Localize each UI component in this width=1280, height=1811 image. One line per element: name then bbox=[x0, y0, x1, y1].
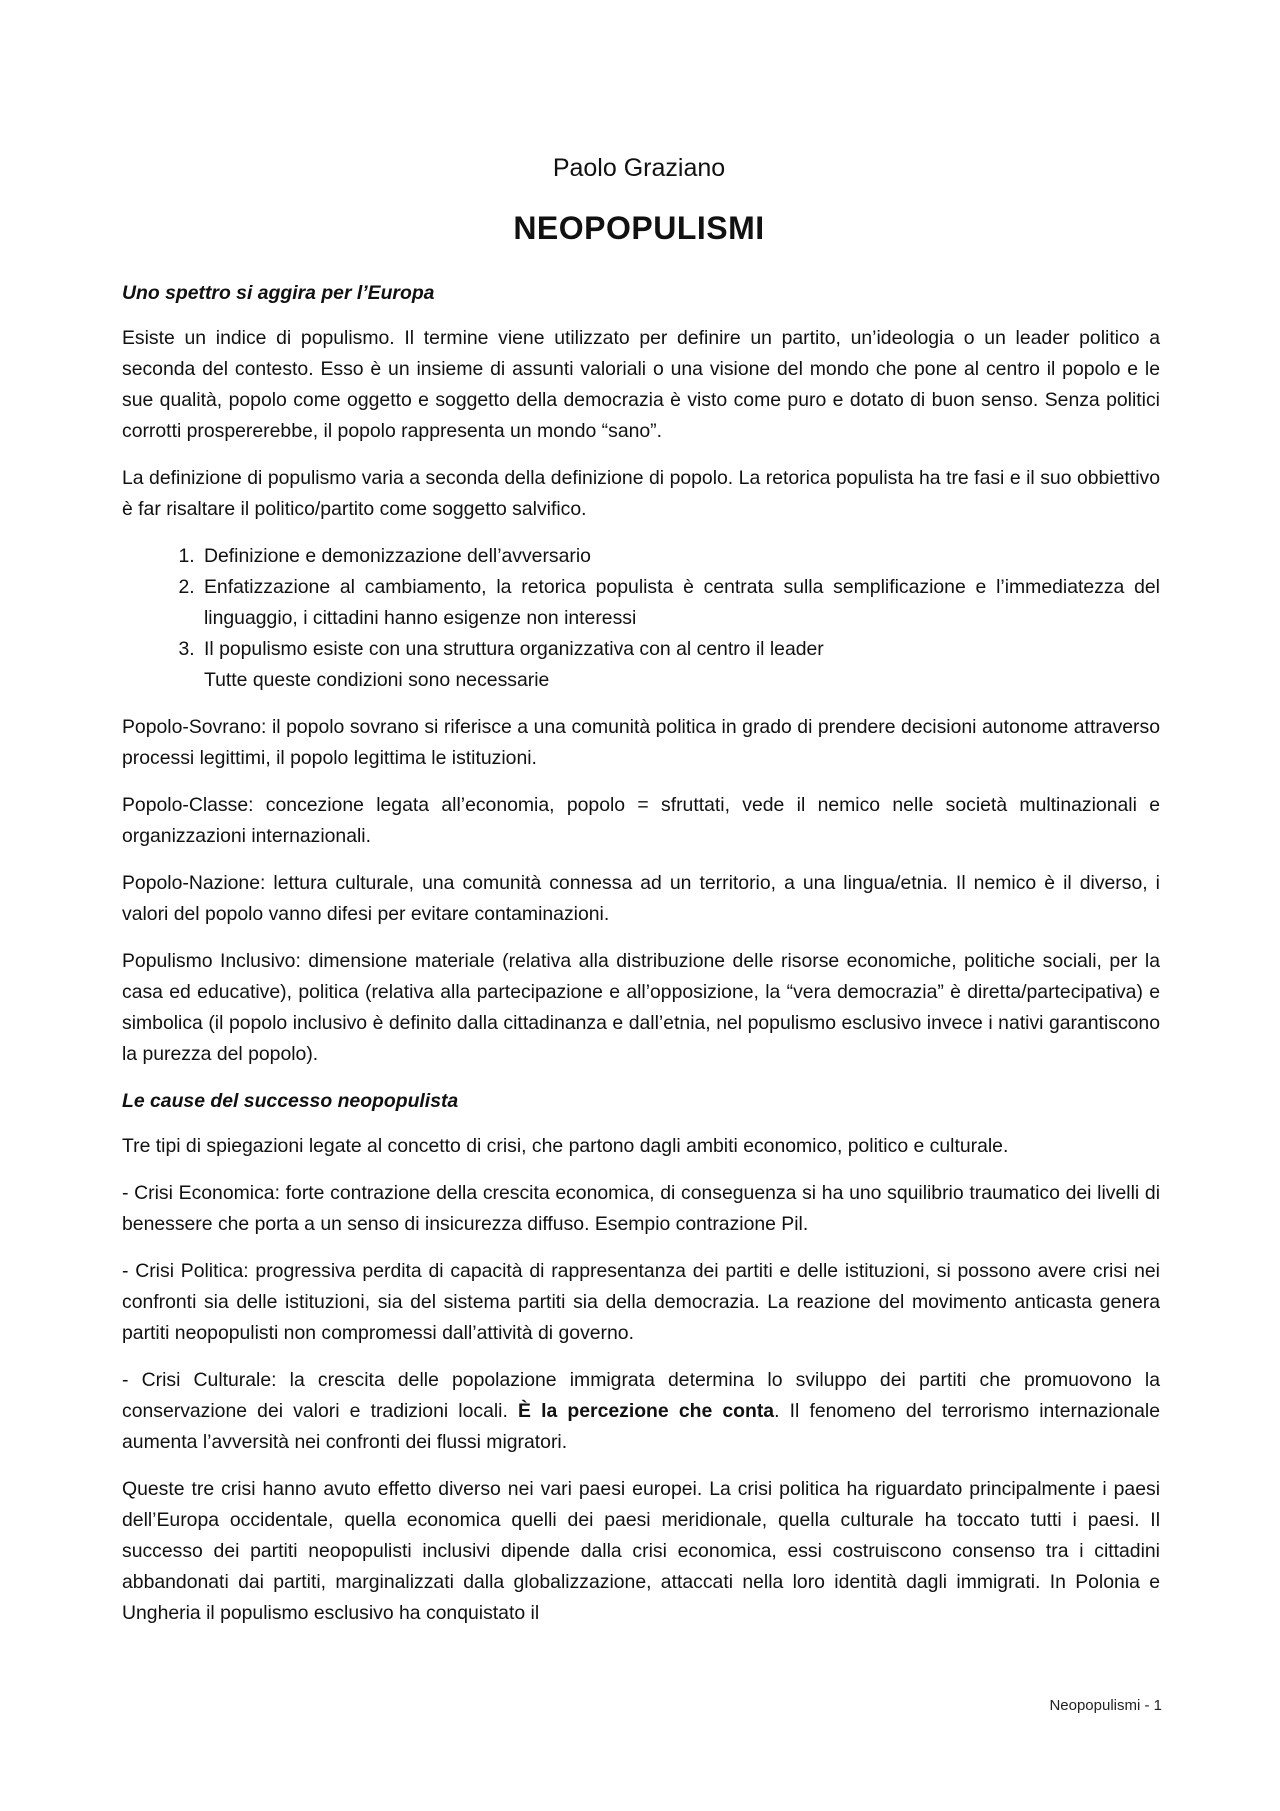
paragraph-text: . Il fenomeno del terrorismo internazionale aumenta l’avversità nei confronti dei flussi migratori. bbox=[122, 1400, 1160, 1453]
author-name: Paolo Graziano bbox=[552, 154, 726, 182]
paragraph: Esiste un indice di populismo. Il termine viene utilizzato per definire un partito, un’ideologia o un leader politico a seconda del contesto. Esso è un insieme di assunti valoriali o una visione del mondo che pone al centro il popolo e le sue qualità, popolo come oggetto e soggetto della democrazia è visto come puro e dotato di buon senso. Senza politici corrotti prospererebbe, il popolo rappresenta un mondo “sano”. bbox=[122, 327, 1160, 442]
section-heading-cause: Le cause del successo neopopulista bbox=[122, 1090, 459, 1112]
paragraph: - Crisi Politica: progressiva perdita di capacità di rappresentanza dei partiti e delle istituzioni, si possono avere crisi nei confronti sia delle istituzioni, sia del sistema partiti sia della democrazia. La reazione del movimento anticasta genera partiti neopopulisti non compromessi dall’attività di governo. bbox=[122, 1260, 1160, 1344]
rhetoric-phases-list bbox=[122, 541, 1160, 696]
list-item: 1. Definizione e demonizzazione dell’avversario bbox=[200, 541, 1160, 572]
paragraph: - Crisi Economica: forte contrazione della crescita economica, di conseguenza si ha uno squilibrio traumatico dei livelli di benessere che porta a un senso di insicurezza diffuso. Esempio contrazione Pil. bbox=[122, 1182, 1160, 1235]
list-note: Tutte queste condizioni sono necessarie bbox=[204, 669, 550, 691]
page-footer: Neopopulismi - 1 bbox=[1049, 1697, 1162, 1714]
paragraph: Popolo-Sovrano: il popolo sovrano si riferisce a una comunità politica in grado di prendere decisioni autonome attraverso processi legittimi, il popolo legittima le istituzioni. bbox=[122, 716, 1160, 769]
list-item: 2. Enfatizzazione al cambiamento, la retorica populista è centrata sulla semplificazione e l’immediatezza del linguaggio, i cittadini hanno esigenze non interessi bbox=[200, 572, 1160, 634]
paragraph: Queste tre crisi hanno avuto effetto diverso nei vari paesi europei. La crisi politica ha riguardato principalmente i paesi dell’Europa occidentale, quella economica quelli dei paesi meridionale, quella culturale ha toccato tutti i paesi. Il successo dei partiti neopopulisti inclusivi dipende dalla crisi economica, essi costruiscono consenso tra i cittadini abbandonati dai partiti, marginalizzati dalla globalizzazione, attaccati nella loro identità dagli immigrati. In Polonia e Ungheria il populismo esclusivo ha conquistato il bbox=[122, 1478, 1160, 1624]
document-title: NEOPOPULISMI bbox=[513, 210, 765, 246]
list-item bbox=[200, 634, 1160, 696]
paragraph: La definizione di populismo varia a seconda della definizione di popolo. La retorica populista ha tre fasi e il suo obbiettivo è far risaltare il politico/partito come soggetto salvifico. bbox=[122, 467, 1160, 520]
paragraph: Popolo-Classe: concezione legata all’economia, popolo = sfruttati, vede il nemico nelle società multinazionali e organizzazioni internazionali. bbox=[122, 794, 1160, 847]
paragraph: Tre tipi di spiegazioni legate al concetto di crisi, che partono dagli ambiti economico, politico e culturale. bbox=[122, 1135, 1009, 1157]
paragraph: Popolo-Nazione: lettura culturale, una comunità connessa ad un territorio, a una lingua/etnia. Il nemico è il diverso, i valori del popolo vanno difesi per evitare contaminazioni. bbox=[122, 872, 1160, 925]
paragraph: Populismo Inclusivo: dimensione materiale (relativa alla distribuzione delle risorse economiche, politiche sociali, per la casa ed educative), politica (relativa alla partecipazione e all’opposizione, la “vera democrazia” è diretta/partecipativa) e simbolica (il popolo inclusivo è definito dalla cittadinanza e dall’etnia, nel populismo esclusivo invece i nativi garantiscono la purezza del popolo). bbox=[122, 950, 1160, 1065]
section-heading-europa: Uno spettro si aggira per l’Europa bbox=[122, 282, 435, 304]
bold-emphasis: È la percezione che conta bbox=[518, 1400, 775, 1422]
list-item-text: Il populismo esiste con una struttura organizzativa con al centro il leader bbox=[204, 638, 824, 660]
document-body bbox=[122, 278, 1160, 1645]
paragraph bbox=[122, 1365, 1160, 1458]
paragraph-text: - Crisi Culturale: la crescita delle popolazione immigrata determina lo sviluppo dei partiti che promuovono la conservazione dei valori e tradizioni locali. bbox=[122, 1369, 1160, 1422]
